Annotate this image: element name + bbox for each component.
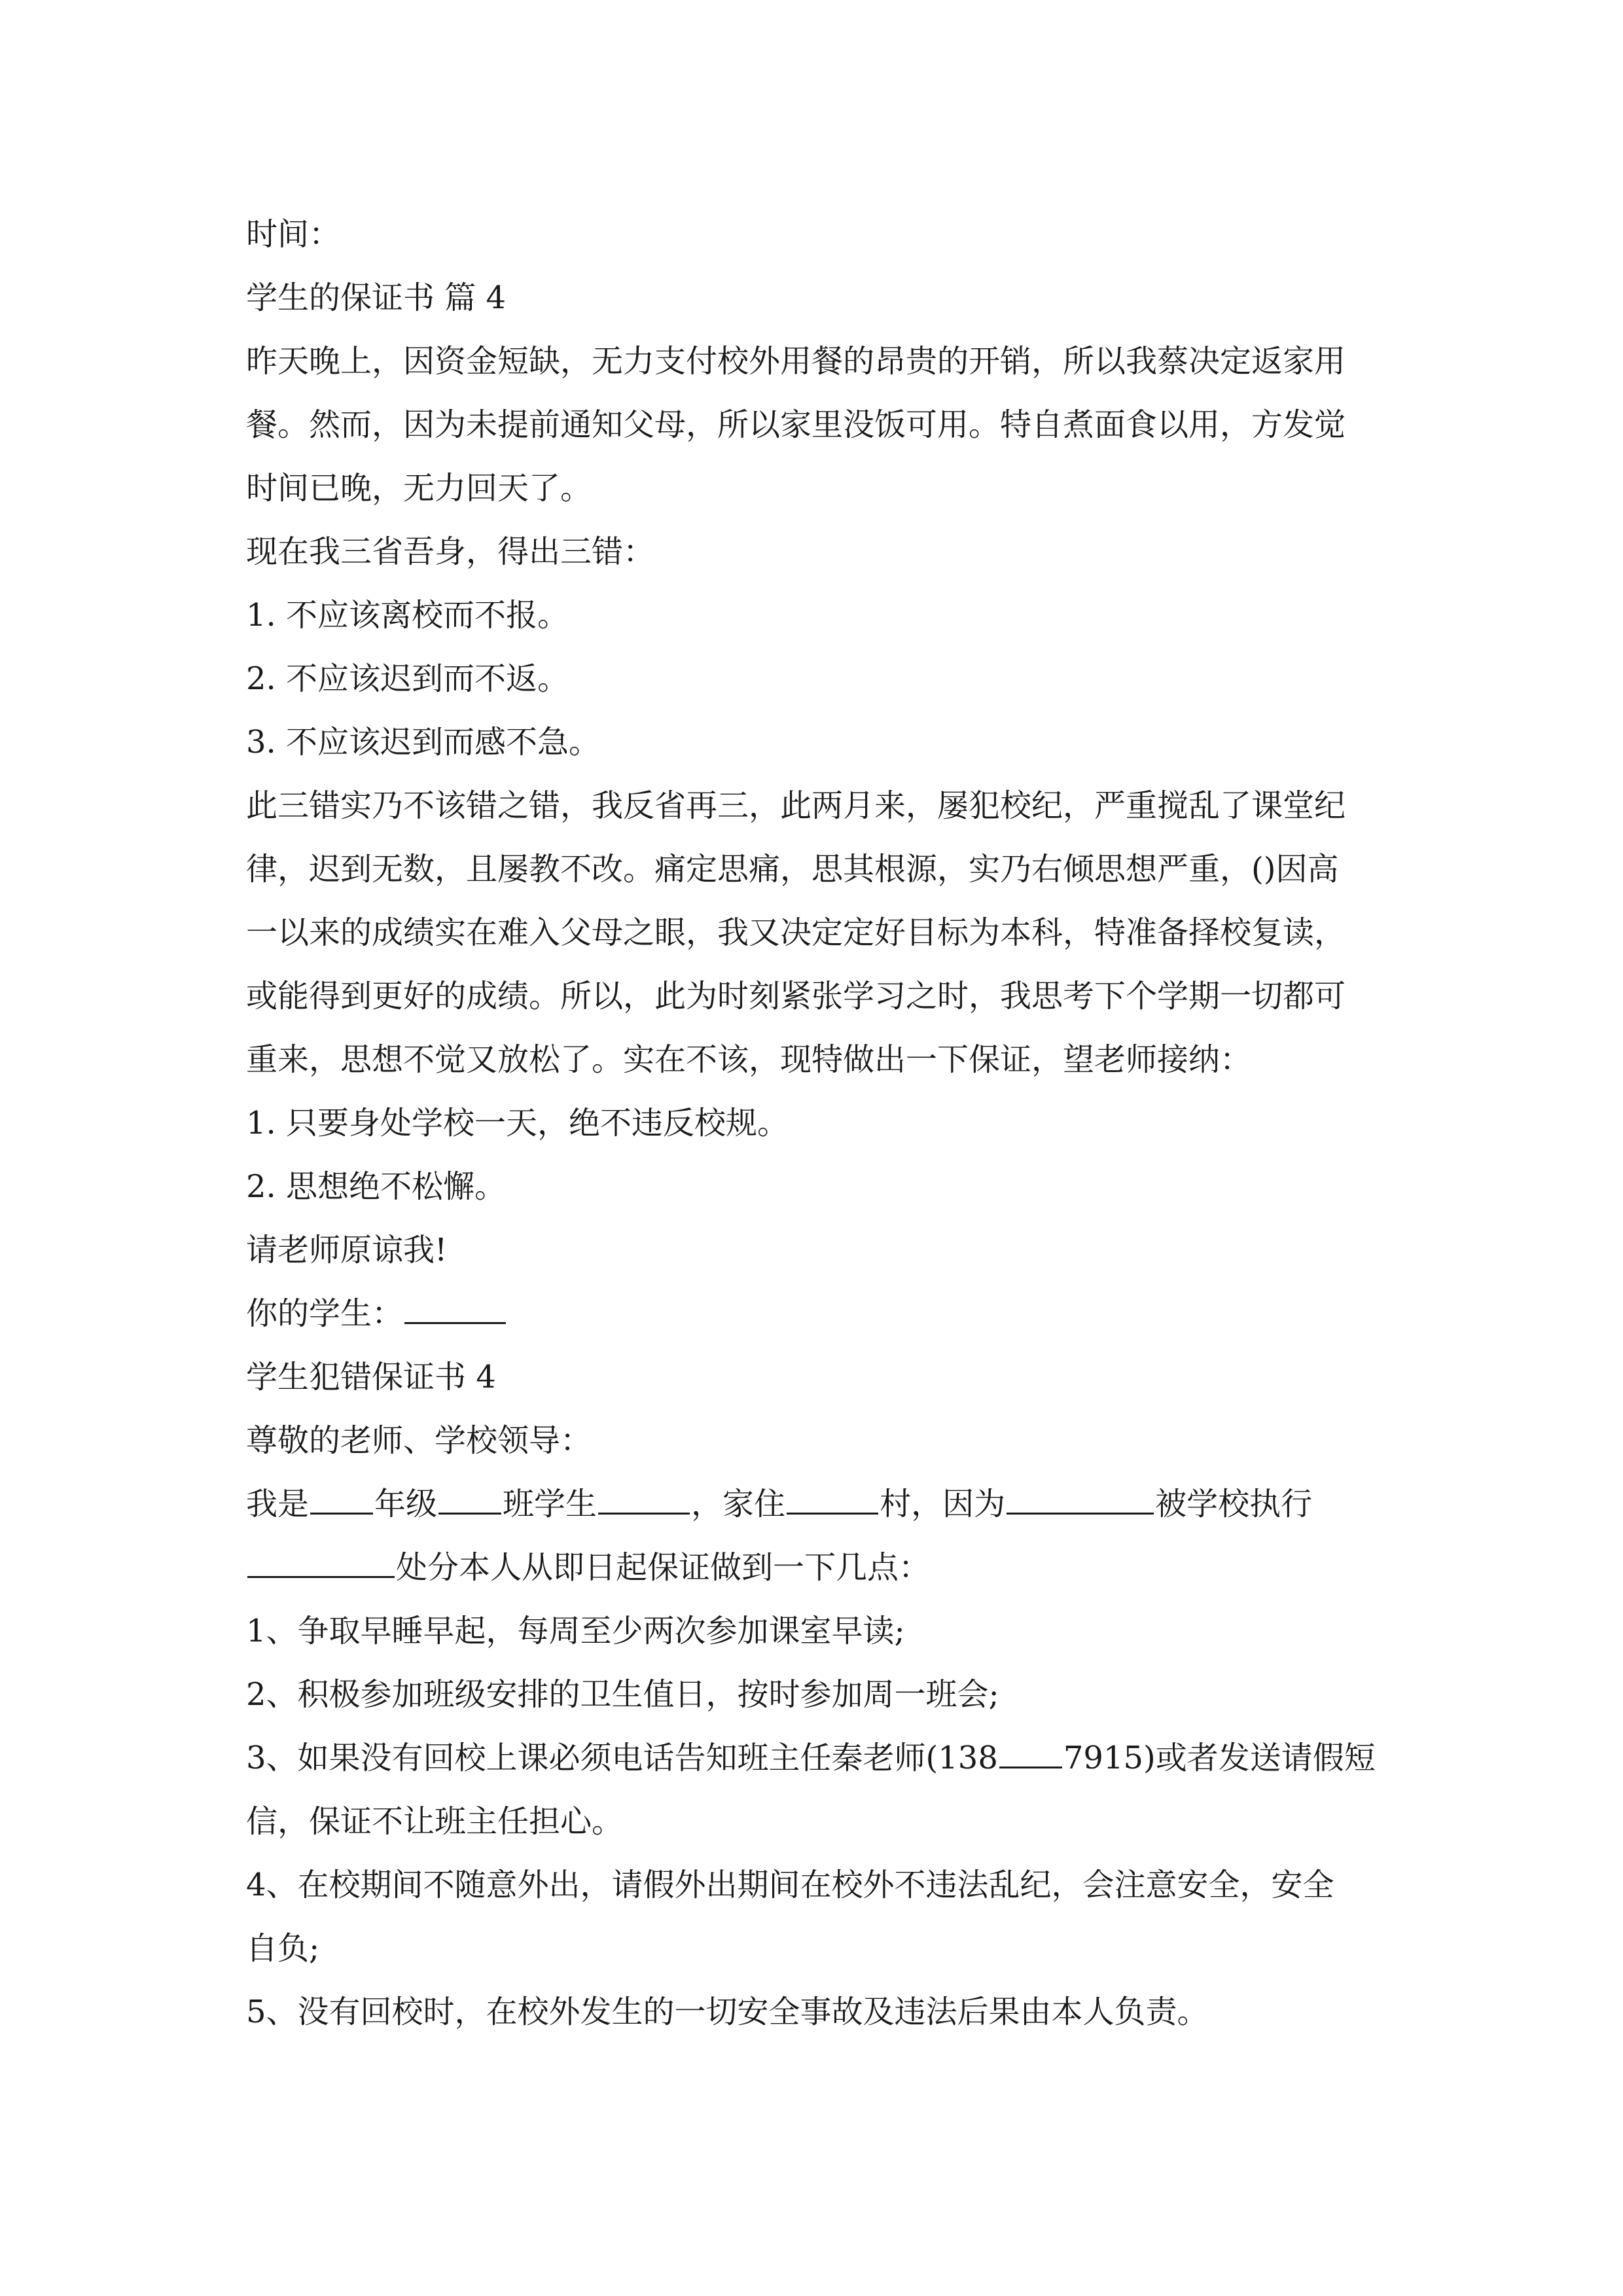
form-text: 被学校执行 [1155, 1486, 1313, 1522]
form-text: 处分本人从即日起保证做到一下几点： [396, 1549, 931, 1586]
reason-blank [1007, 1479, 1154, 1515]
signature-label: 你的学生： [246, 1295, 404, 1332]
form-text: 班学生 [503, 1486, 597, 1522]
form-text: 7915)或者发送请假短 [1063, 1740, 1376, 1776]
student-blank [598, 1479, 690, 1515]
list-item: 1. 只要身处学校一天，绝不违反校规。 [246, 1105, 789, 1141]
paragraph-line: 自负; [246, 1930, 320, 1967]
list-item: 1、争取早睡早起，每周至少两次参加课室早读; [246, 1613, 905, 1649]
list-item: 2. 思想绝不松懈。 [246, 1168, 507, 1205]
document-body [246, 203, 1385, 2044]
paragraph-line: 请老师原谅我! [246, 1232, 448, 1268]
paragraph-line: 一以来的成绩实在难入父母之眼，我又决定定好目标为本科，特准备择校复读， [246, 914, 1346, 951]
village-blank [787, 1479, 878, 1515]
paragraph-line: 现在我三省吾身，得出三错： [246, 533, 655, 570]
list-item: 2、积极参加班级安排的卫生值日，按时参加周一班会; [246, 1676, 999, 1713]
penalty-blank [247, 1542, 395, 1578]
phone-blank [999, 1732, 1062, 1768]
list-item: 2. 不应该迟到而不返。 [246, 660, 569, 697]
form-text: 年级 [374, 1486, 438, 1522]
paragraph-line: 昨天晚上，因资金短缺，无力支付校外用餐的昂贵的开销，所以我蔡决定返家用 [246, 343, 1346, 380]
paragraph-line: 重来，思想不觉又放松了。实在不该，现特做出一下保证，望老师接纳： [246, 1041, 1252, 1078]
list-item: 5、没有回校时，在校外发生的一切安全事故及违法后果由本人负责。 [246, 1994, 1209, 2030]
list-item [246, 1727, 1385, 1790]
grade-blank [310, 1479, 373, 1515]
paragraph-line: 此三错实乃不该错之错，我反省再三，此两月来，屡犯校纪，严重搅乱了课堂纪 [246, 787, 1346, 824]
paragraph-line: 信，保证不让班主任担心。 [246, 1803, 624, 1840]
salutation: 尊敬的老师、学校领导： [246, 1422, 592, 1459]
paragraph-line: 餐。然而，因为未提前通知父母，所以家里没饭可用。特自煮面食以用，方发觉 [246, 406, 1346, 443]
student-name-blank [404, 1288, 506, 1324]
list-item: 3. 不应该迟到而感不急。 [246, 724, 601, 761]
time-label: 时间： [246, 216, 341, 253]
section-heading-4: 学生的保证书 篇 4 [246, 279, 507, 316]
form-line [246, 1473, 1385, 1536]
document-title: 学生犯错保证书 4 [246, 1359, 496, 1395]
form-text: 3、如果没有回校上课必须电话告知班主任秦老师(138 [246, 1740, 998, 1776]
form-text: 村，因为 [880, 1486, 1006, 1522]
paragraph-line: 或能得到更好的成绩。所以，此为时刻紧张学习之时，我思考下个学期一切都可 [246, 978, 1346, 1014]
class-blank [438, 1479, 501, 1515]
form-line [246, 1536, 1385, 1600]
form-text: 我是 [246, 1486, 310, 1522]
list-item: 1. 不应该离校而不报。 [246, 597, 569, 634]
form-text: ，家住 [691, 1486, 786, 1522]
list-item: 4、在校期间不随意外出，请假外出期间在校外不违法乱纪，会注意安全，安全 [246, 1867, 1334, 1903]
paragraph-line: 律，迟到无数，且屡教不改。痛定思痛，思其根源，实乃右倾思想严重，()因高 [246, 851, 1339, 888]
paragraph-line: 时间已晚，无力回天了。 [246, 470, 592, 507]
signature-line [246, 1282, 1385, 1346]
